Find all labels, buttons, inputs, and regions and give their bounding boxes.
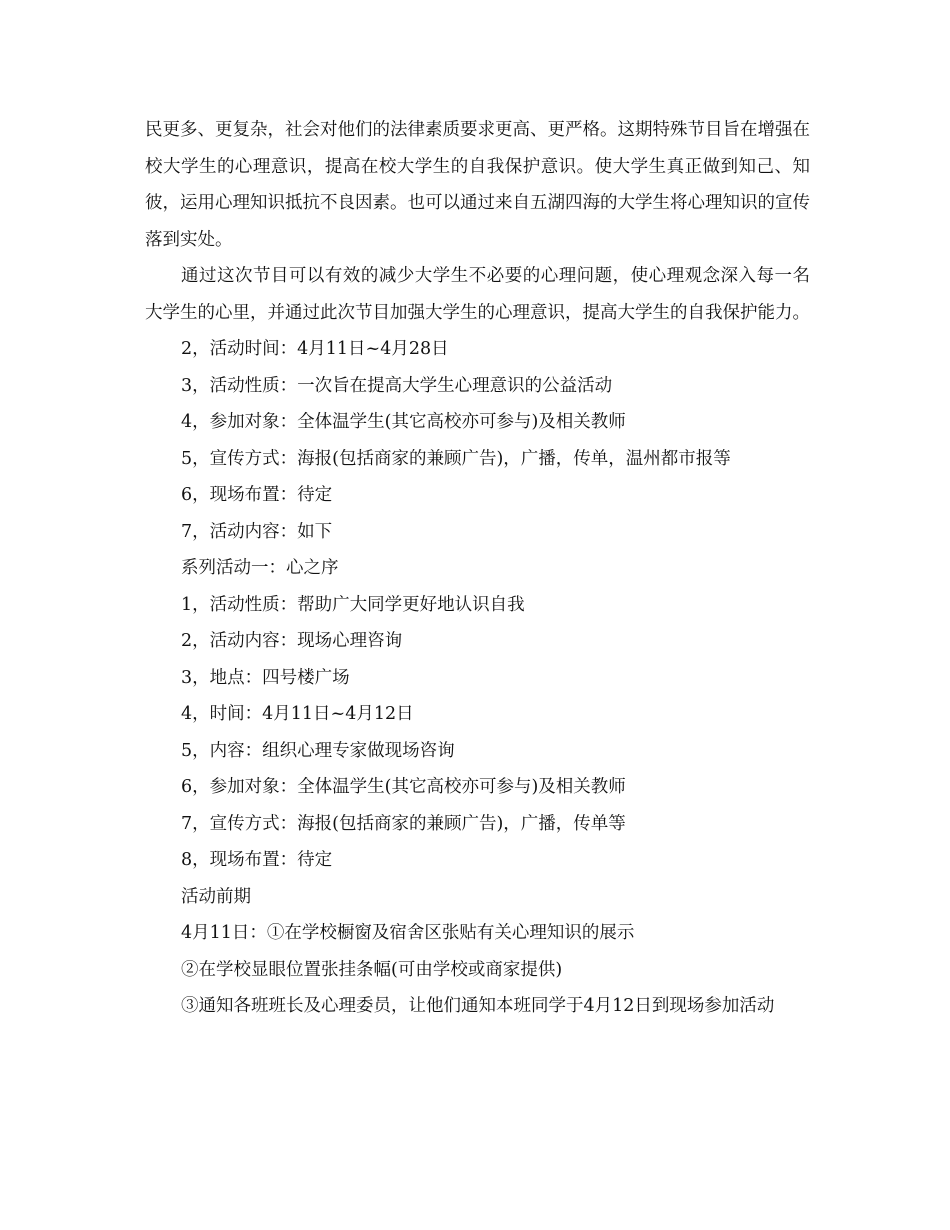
list-item: 5，内容：组织心理专家做现场咨询 (181, 740, 455, 761)
list-item: 4月11日：①在学校橱窗及宿舍区张贴有关心理知识的展示 (181, 923, 635, 943)
section-heading: 系列活动一：心之序 (181, 558, 339, 578)
list-item: 7，宣传方式：海报(包括商家的兼顾广告)，广播，传单等 (181, 813, 626, 834)
paragraph-final: ③通知各班班长及心理委员，让他们通知本班同学于4月12日到现场参加活动 (181, 996, 775, 1016)
list-item: 5，宣传方式：海报(包括商家的兼顾广告)，广播，传单，温州都市报等 (181, 448, 731, 469)
paragraph-intro: 民更多、更复杂，社会对他们的法律素质要求更高、更严格。这期特殊节目旨在增强在校大学生的心理意识，提高在校大学生的自我保护意识。使大学生真正做到知己、知彼，运用心理知识抵抗不良因素。也可以通过来自五湖四海的大学生将心理知识的宣传落到实处。 (145, 120, 810, 250)
list-item: 7，活动内容：如下 (181, 521, 333, 542)
list-item: 2，活动内容：现场心理咨询 (181, 631, 403, 651)
list-item: 3，地点：四号楼广场 (181, 667, 350, 688)
list-item: 1，活动性质：帮助广大同学更好地认识自我 (181, 594, 525, 615)
paragraph-purpose: 通过这次节目可以有效的减少大学生不必要的心理问题，使心理观念深入每一名大学生的心里，并通过此次节目加强大学生的心理意识，提高大学生的自我保护能力。 (145, 266, 810, 323)
list-item: 6，参加对象：全体温学生(其它高校亦可参与)及相关教师 (181, 777, 626, 797)
list-item: 6，现场布置：待定 (181, 485, 333, 505)
list-item: 4，时间：4月11日~4月12日 (181, 704, 414, 724)
list-item: 4，参加对象：全体温学生(其它高校亦可参与)及相关教师 (181, 412, 626, 432)
list-item: 8，现场布置：待定 (181, 850, 333, 870)
section-heading: 活动前期 (181, 886, 251, 907)
document-body (145, 112, 810, 1025)
list-item: ②在学校显眼位置张挂条幅(可由学校或商家提供) (181, 959, 563, 980)
list-item: 3，活动性质：一次旨在提高大学生心理意识的公益活动 (181, 375, 613, 396)
list-item: 2，活动时间：4月11日~4月28日 (181, 339, 449, 359)
